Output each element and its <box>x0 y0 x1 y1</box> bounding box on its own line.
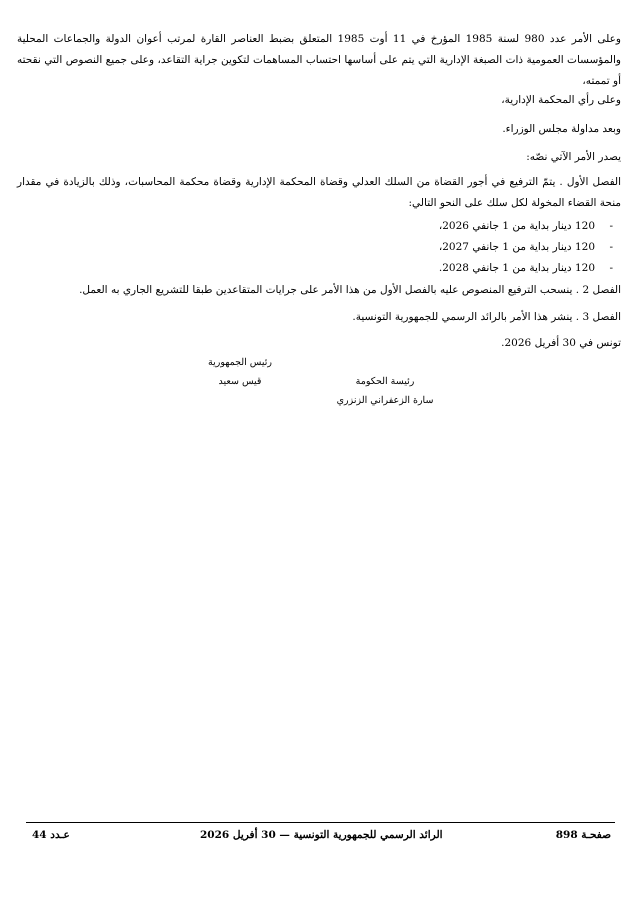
allowance-increase-list <box>439 216 613 279</box>
article-3: الفصل 3 . ينشر هذا الأمر بالرائد الرسمي للجمهورية التونسية. <box>352 311 621 323</box>
date-line: تونس في 30 أفريل 2026. <box>501 337 621 349</box>
president-title: رئيس الجمهورية <box>208 357 272 368</box>
prime-minister-title: رئيسة الحكومة <box>355 376 415 387</box>
list-item-text: 120 دينار بداية من 1 جانفي 2026، <box>438 220 595 232</box>
list-item-text: 120 دينار بداية من 1 جانفي 2028. <box>438 262 595 274</box>
prime-minister-name: سارة الزعفراني الزنزري <box>336 395 434 406</box>
list-item: -120 دينار بداية من 1 جانفي 2027، <box>438 241 613 253</box>
article-1: الفصل الأول . يتمّ الترفيع في أجور القضاة من السلك العدلي وقضاة المحكمة الإدارية وقضاة محكمة المحاسبات، وذلك بالزيادة في مقدار منحة القضاء المخولة لكل سلك على النحو التالي: <box>17 176 621 209</box>
preamble-paragraph-administrative-court: وعلى رأي المحكمة الإدارية، <box>501 94 621 106</box>
president-name: قيس سعيد <box>218 376 262 387</box>
footer-page-number: صفحـة 898 <box>555 829 611 841</box>
preamble-paragraph-council-of-ministers: وبعد مداولة مجلس الوزراء. <box>502 123 621 135</box>
list-item-text: 120 دينار بداية من 1 جانفي 2027، <box>438 241 595 253</box>
list-item: -120 دينار بداية من 1 جانفي 2028. <box>438 262 613 274</box>
preamble-paragraph-decree-980: وعلى الأمر عدد 980 لسنة 1985 المؤرخ في 11 أوت 1985 المتعلق بضبط العناصر القارة لمرتب أعوان الدولة والجماعات المحلية والمؤسسات العمومية ذات الصبغة الإدارية التي يتم على أساسها احتساب المساهمات لتكوين جراية التقاعد، وعلى جميع النصوص التي نقحته أو تممته، <box>17 33 621 87</box>
footer-divider <box>26 822 615 823</box>
enactment-formula: يصدر الأمر الآتي نصّه: <box>526 151 621 163</box>
list-item: -120 دينار بداية من 1 جانفي 2026، <box>438 220 613 232</box>
article-2: الفصل 2 . ينسحب الترفيع المنصوص عليه بالفصل الأول من هذا الأمر على جرايات المتقاعدين طبقا للتشريع الجاري به العمل. <box>79 284 621 296</box>
footer-issue-number: عـدد 44 <box>32 829 70 841</box>
footer-journal-title: الرائد الرسمي للجمهورية التونسية — 30 أفريل 2026 <box>200 829 443 841</box>
